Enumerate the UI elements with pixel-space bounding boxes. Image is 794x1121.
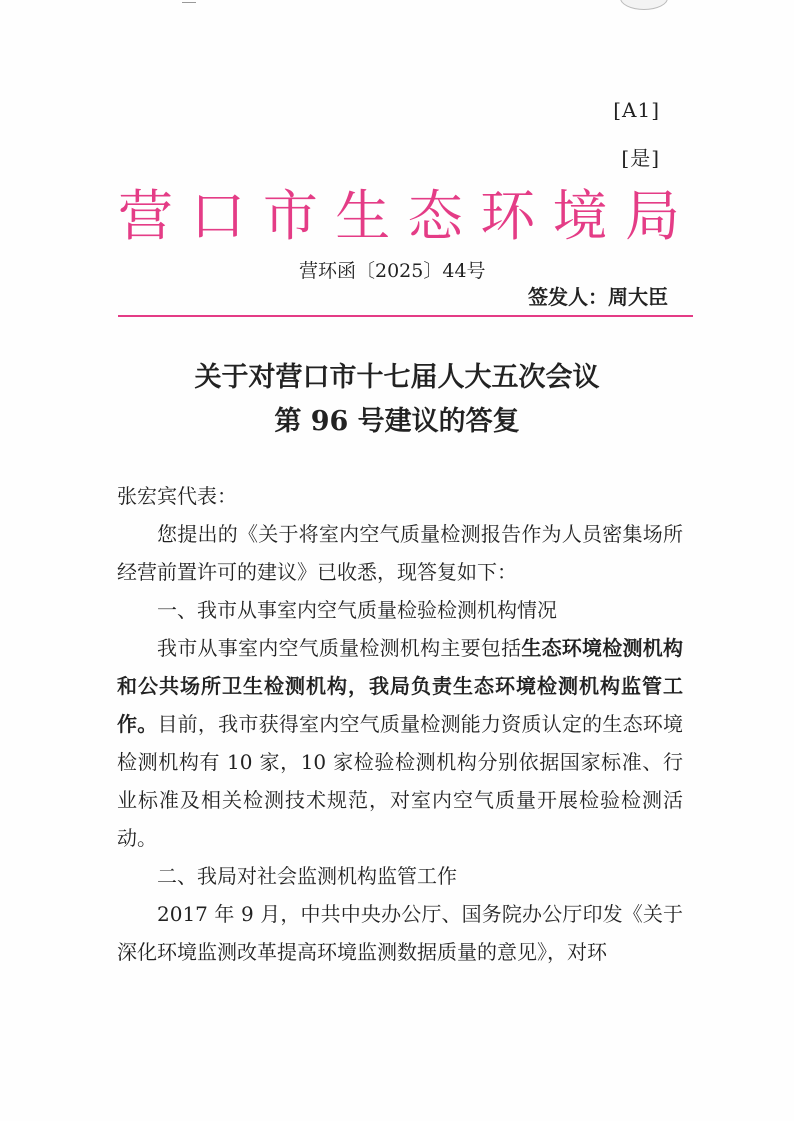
paragraph-2-rest: 目前，我市获得室内空气质量检测能力资质认定的生态环境检测机构有 10 家，10 家检验检测机构分别依据国家标准、行业标准及相关检测技术规范，对室内空气质量开展检验检测活动。: [117, 712, 684, 850]
section-heading-1: 一、我市从事室内空气质量检验检测机构情况: [157, 598, 557, 622]
agency-title-char: 生: [335, 184, 391, 248]
signer: 签发人：周大臣: [528, 285, 668, 309]
title-line-1: 关于对营口市十七届人大五次会议: [194, 362, 600, 393]
scan-mark: [182, 2, 196, 3]
classification-tag: [A1]: [613, 98, 660, 122]
agency-title-char: 市: [262, 184, 318, 248]
paragraph-2-lead: 我市从事室内空气质量检测机构主要包括: [157, 636, 522, 660]
paragraph-2-emphasis: 生态环境检测机构和公共场所卫生检测机构，我局负责生态环境检测机构监管工作。: [117, 636, 684, 736]
red-divider: [118, 315, 693, 317]
agency-title-char: 态: [407, 184, 463, 248]
paragraph-1: 您提出的《关于将室内空气质量检测报告作为人员密集场所经营前置许可的建议》已收悉，现答复如下：: [117, 522, 683, 584]
agency-title-char: 营: [118, 184, 174, 248]
corner-seal-mark: [620, 0, 668, 10]
section-heading-2: 二、我局对社会监测机构监管工作: [157, 864, 457, 888]
agency-title-char: 环: [480, 184, 536, 248]
salutation: 张宏宾代表：: [117, 484, 237, 508]
agency-title-char: 局: [624, 184, 680, 248]
document-number: 营环函〔2025〕44号: [299, 260, 486, 282]
title-line-2: 第 96 号建议的答复: [274, 406, 520, 437]
paragraph-2: [117, 629, 683, 857]
disclosure-tag: [是]: [621, 146, 660, 170]
paragraph-3: 2017 年 9 月，中共中央办公厅、国务院办公厅印发《关于深化环境监测改革提高环境监测数据质量的意见》，对环: [117, 902, 683, 964]
agency-title-char: 口: [190, 184, 246, 248]
agency-title: [118, 186, 680, 246]
document-body: [117, 477, 683, 971]
document-title: [0, 356, 794, 444]
agency-title-char: 境: [552, 184, 608, 248]
